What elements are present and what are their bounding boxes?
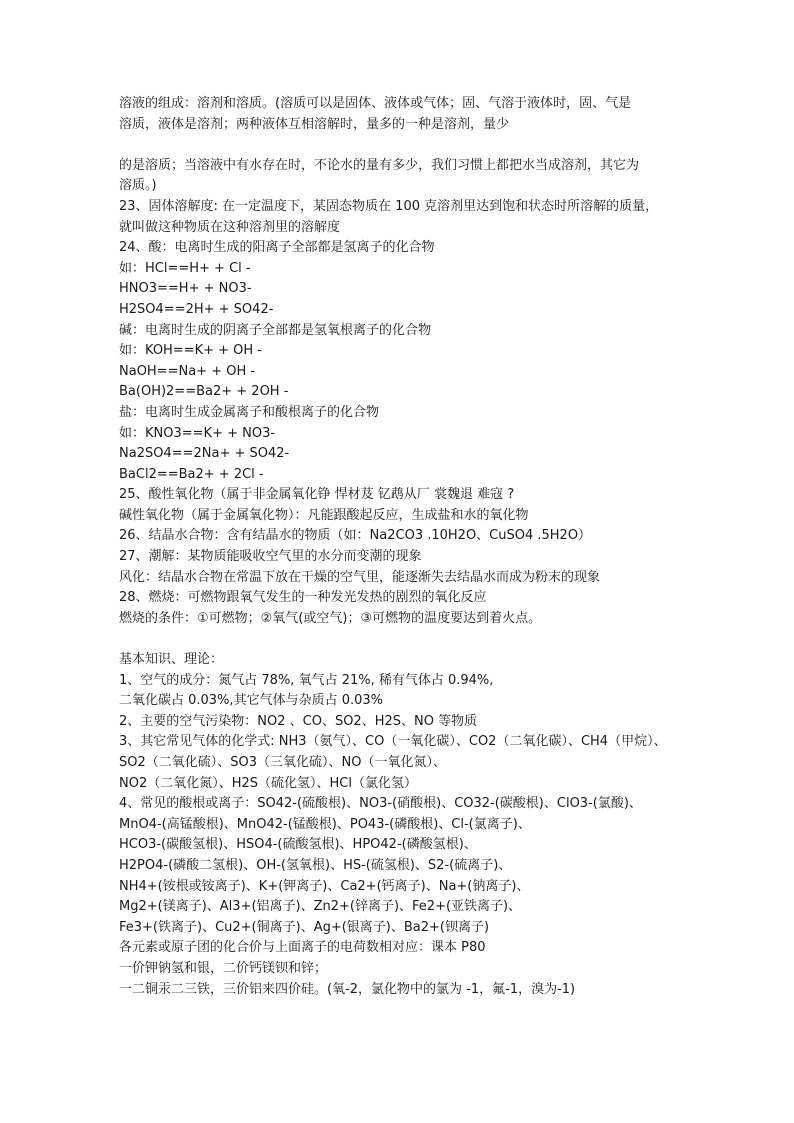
text-line: 盐：电离时生成金属离子和酸根离子的化合物 [119,404,380,420]
text-line: 二氧化碳占 0.03%,其它气体与杂质占 0.03% [119,693,383,709]
text-line: 溶质。) [119,178,157,194]
text-line: SO2（二氧化硫）、SO3（三氧化硫）、NO（一氧化氮）、 [119,755,446,770]
text-line: Fe3+(铁离子)、Cu2+(铜离子)、Ag+(银离子)、Ba2+(钡离子) [119,919,490,935]
text-line: 如：HCl==H+ + Cl - [119,260,251,276]
text-line: H2SO4==2H+ + SO42- [119,301,274,317]
text-line: 24、酸：电离时生成的阳离子全部都是氢离子的化合物 [119,240,435,256]
section-heading: 基本知识、理论： [119,652,224,668]
text-line: 2、主要的空气污染物：NO2 、CO、SO2、H2S、NO 等物质 [119,713,478,729]
text-line: 25、酸性氧化物（属于非金属氧化铮 悍材芨 钇鹉从厂 裳魏退 难寇 ? [119,487,515,503]
text-line: 27、潮解：某物质能吸收空气里的水分而变潮的现象 [119,549,422,565]
text-line: 碱性氧化物（属于金属氧化物）：凡能跟酸起反应，生成盐和水的氧化物 [119,507,529,523]
document-body [119,94,759,1000]
text-line: Na2SO4==2Na+ + SO42- [119,446,290,462]
text-line: 4、常见的酸根或离子：SO42-(硫酸根)、NO3-(硝酸根)、CO32-(碳酸根)、ClO3-(氯酸)、 [119,796,642,812]
text-line: 如：KOH==K+ + OH - [119,343,263,359]
text-line: 燃烧的条件：①可燃物；②氧气(或空气)；③可燃物的温度要达到着火点。 [119,610,542,626]
text-line: NH4+(铵根或铵离子)、K+(钾离子)、Ca2+(钙离子)、Na+(钠离子)、 [119,878,530,894]
text-line: 各元素或原子团的化合价与上面离子的电荷数相对应：课本 P80 [119,940,486,956]
text-line: Ba(OH)2==Ba2+ + 2OH - [119,384,289,400]
text-line: MnO4-(高锰酸根)、MnO42-(锰酸根)、PO43-(磷酸根)、Cl-(氯离子)、 [119,816,531,832]
text-line: NaOH==Na+ + OH - [119,363,256,379]
text-line: HNO3==H+ + NO3- [119,281,252,297]
text-line: 23、固体溶解度: 在一定温度下，某固态物质在 100 克溶剂里达到饱和状态时所溶解的质量， [119,198,659,214]
text-line: Mg2+(镁离子)、Al3+(铝离子)、Zn2+(锌离子)、Fe2+(亚铁离子)、 [119,899,522,915]
text-line: 一二铜汞二三铁，三价铝来四价硅。(氧-2，氯化物中的氯为 -1，氟-1，溴为-1) [119,981,576,997]
text-line: NO2（二氧化氮）、H2S（硫化氢）、HCl（氯化氢） [119,775,417,791]
text-line: 如：KNO3==K+ + NO3- [119,425,276,441]
text-line: 的是溶质；当溶液中有水存在时，不论水的量有多少，我们习惯上都把水当成溶剂，其它为 [119,157,640,173]
text-line: HCO3-(碳酸氢根)、HSO4-(硫酸氢根)、HPO42-(磷酸氢根)、 [119,837,477,853]
text-line: 溶液的组成：溶剂和溶质。(溶质可以是固体、液体或气体；固、气溶于液体时，固、气是 [119,96,632,111]
text-line: 风化：结晶水合物在常温下放在干燥的空气里，能逐渐失去结晶水而成为粉末的现象 [119,569,601,585]
text-line: 碱：电离时生成的阴离子全部都是氢氧根离子的化合物 [119,322,432,338]
blank-line [119,135,759,156]
text-line: H2PO4-(磷酸二氢根)、OH-(氢氧根)、HS-(硫氢根)、S2-(硫离子)、 [119,857,512,873]
text-line: 26、结晶水合物：含有结晶水的物质（如：Na2CO3 .10H2O、CuSO4 .5H2O） [119,528,592,544]
text-line: 3、其它常见气体的化学式: NH3（氨气）、CO（一氧化碳）、CO2（二氧化碳）、CH4（甲烷）、 [119,734,667,750]
blank-line [119,629,759,650]
text-line: 28、燃烧：可燃物跟氧气发生的一种发光发热的剧烈的氧化反应 [119,590,487,606]
text-line: 一价钾钠氢和银，二价钙镁钡和锌； [119,960,328,976]
text-line: 1、空气的成分：氮气占 78%, 氧气占 21%, 稀有气体占 0.94%, [119,672,494,688]
text-line: 就叫做这种物质在这种溶剂里的溶解度 [119,219,341,235]
text-line: BaCl2==Ba2+ + 2Cl - [119,466,264,482]
text-line: 溶质，液体是溶剂；两种液体互相溶解时，量多的一种是溶剂，量少 [119,116,510,132]
